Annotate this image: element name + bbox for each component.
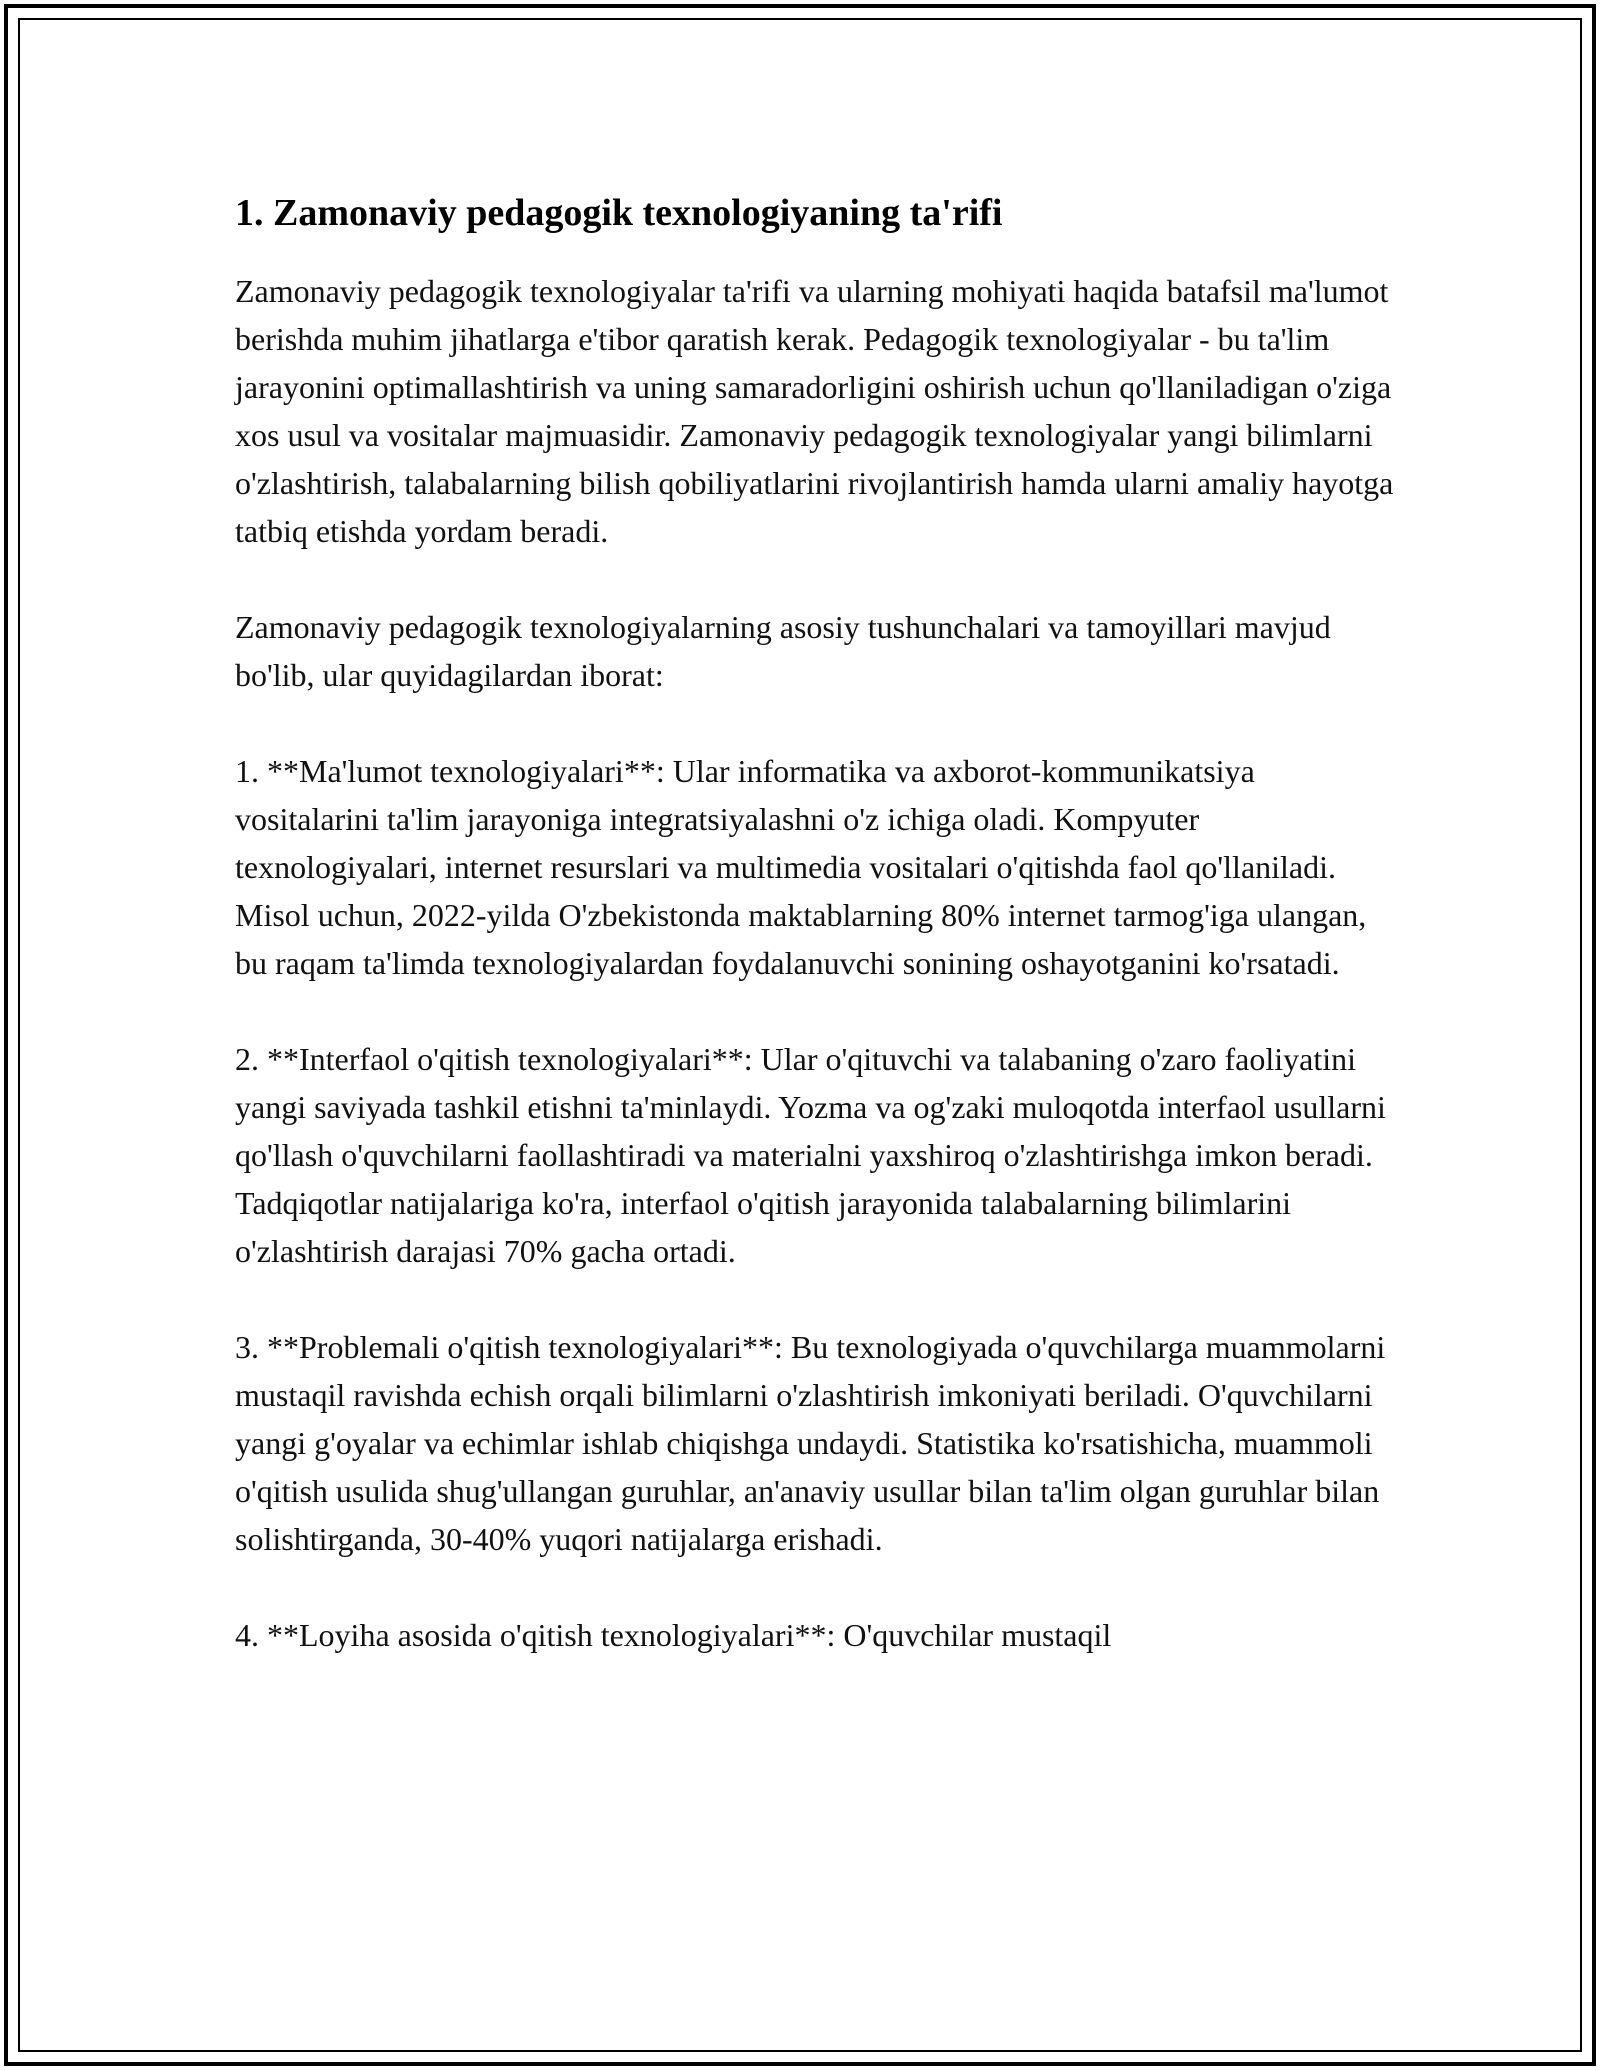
paragraph-principles-intro: Zamonaviy pedagogik texnologiyalarning asosiy tushunchalari va tamoyillari mavjud bo'lib, ular quyidagilardan iborat: xyxy=(235,609,1331,693)
list-item-problem-based-teaching: 3. **Problemali o'qitish texnologiyalari**: Bu texnologiyada o'quvchilarga muammolarni mustaqil ravishda echish orqali bilimlarni o'zlashtirish imkoniyati beriladi. O'quvchilarni yangi g'oyalar va echimlar ishlab chiqishga undaydi. Statistika ko'rsatishicha, muammoli o'qitish usulida shug'ullangan guruhlar, an'anaviy usullar bilan ta'lim olgan guruhlar bilan solishtirganda, 30-40% yuqori natijalarga erishadi. xyxy=(235,1329,1386,1557)
list-item-information-technologies: 1. **Ma'lumot texnologiyalari**: Ular informatika va axborot-kommunikatsiya vositalarini ta'lim jarayoniga integratsiyalashni o'z ichiga oladi. Kompyuter texnologiyalari, internet resurslari va multimedia vositalari o'qitishda faol qo'llaniladi. Misol uchun, 2022-yilda O'zbekistonda maktablarning 80% internet tarmog'iga ulangan, bu raqam ta'limda texnologiyalardan foydalanuvchi sonining oshayotganini ko'rsatadi. xyxy=(235,753,1367,981)
document-body xyxy=(235,187,1395,1707)
paragraph-definition: Zamonaviy pedagogik texnologiyalar ta'rifi va ularning mohiyati haqida batafsil ma'lumot berishda muhim jihatlarga e'tibor qaratish kerak. Pedagogik texnologiyalar - bu ta'lim jarayonini optimallashtirish va uning samaradorligini oshirish uchun qo'llaniladigan o'ziga xos usul va vositalar majmuasidir. Zamonaviy pedagogik texnologiyalar yangi bilimlarni o'zlashtirish, talabalarning bilish qobiliyatlarini rivojlantirish hamda ularni amaliy hayotga tatbiq etishda yordam beradi. xyxy=(235,273,1394,549)
section-heading: 1. Zamonaviy pedagogik texnologiyaning ta'rifi xyxy=(235,192,1003,234)
list-item-interactive-teaching: 2. **Interfaol o'qitish texnologiyalari**: Ular o'qituvchi va talabaning o'zaro faoliyatini yangi saviyada tashkil etishni ta'minlaydi. Yozma va og'zaki muloqotda interfaol usullarni qo'llash o'quvchilarni faollashtiradi va materialni yaxshiroq o'zlashtirishga imkon beradi. Tadqiqotlar natijalariga ko'ra, interfaol o'qitish jarayonida talabalarning bilimlarini o'zlashtirish darajasi 70% gacha ortadi. xyxy=(235,1041,1386,1269)
list-item-project-based-teaching: 4. **Loyiha asosida o'qitish texnologiyalari**: O'quvchilar mustaqil xyxy=(235,1617,1112,1653)
